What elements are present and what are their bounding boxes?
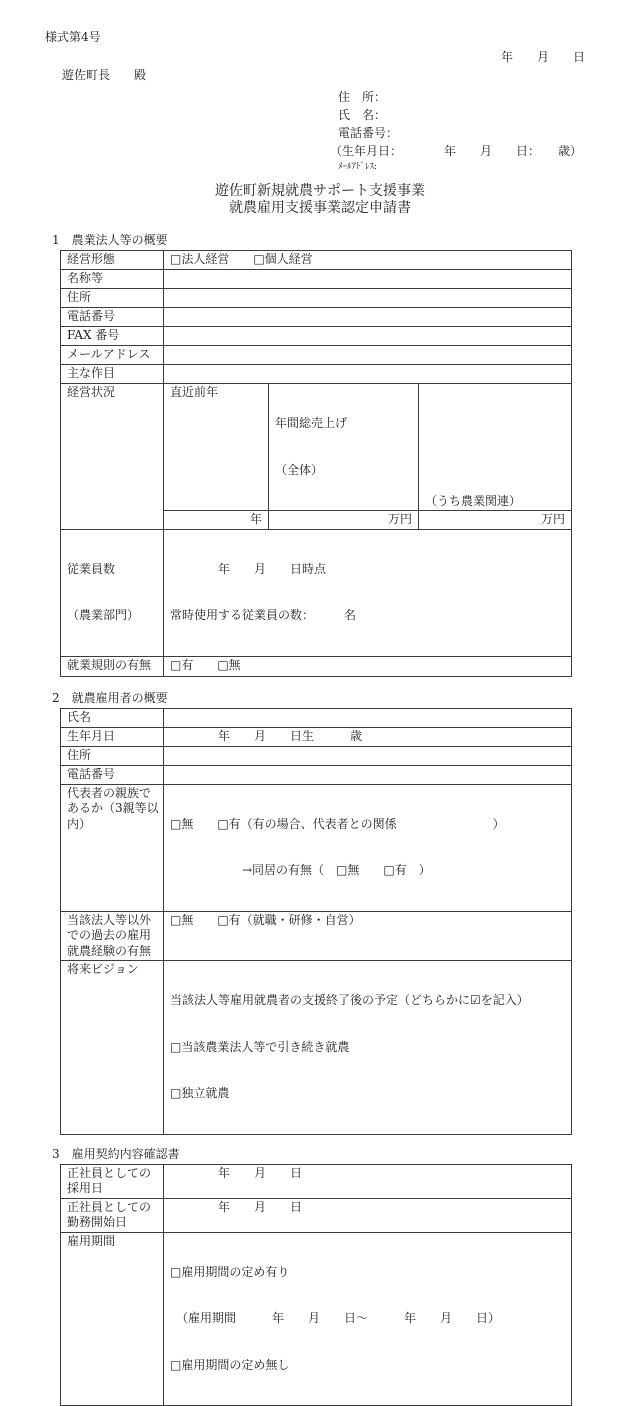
applicant-email-label[interactable]: ﾒｰﾙｱﾄﾞﾚｽ: (338, 160, 630, 175)
hire-date-field[interactable]: 年 月 日 (164, 1164, 572, 1198)
table-row (61, 961, 572, 1135)
section2-heading: 2 就農雇用者の概要 (52, 691, 630, 705)
table-row (61, 727, 572, 746)
future-vision-line2[interactable]: □当該農業法人等で引き続き就農 (170, 1040, 566, 1056)
work-rules-checkboxes[interactable]: □有 □無 (164, 656, 572, 676)
row-label: FAX 番号 (61, 327, 164, 346)
table-row (61, 1164, 572, 1198)
email-field[interactable] (164, 346, 572, 365)
row-label: 経営状況 (61, 384, 164, 530)
annual-sales-header-line1: 年間総売上げ (275, 416, 413, 432)
recent-year-header: 直近前年 (164, 384, 269, 511)
row-label (61, 529, 164, 656)
table-row (61, 1198, 572, 1232)
row-label: 生年月日 (61, 727, 164, 746)
row-label: 電話番号 (61, 308, 164, 327)
relative-checkboxes[interactable] (164, 784, 572, 911)
past-experience-checkboxes[interactable]: □無 □有（就職・研修・自営） (164, 911, 572, 961)
table-row (61, 384, 572, 511)
application-form-page (0, 30, 630, 933)
date-line[interactable]: 年 月 日 (0, 50, 630, 64)
applicant-birthdate-line[interactable]: （生年月日： 年 月 日： 歳） (330, 142, 630, 160)
address-field[interactable] (164, 289, 572, 308)
recent-year-field[interactable]: 年 (164, 511, 269, 530)
agri-related-field[interactable]: 万円 (419, 511, 572, 530)
table-row (61, 346, 572, 365)
table-row (61, 656, 572, 676)
future-vision-line3[interactable]: □独立就農 (170, 1086, 566, 1102)
table-row (61, 746, 572, 765)
table-row (61, 708, 572, 727)
phone-field[interactable] (164, 308, 572, 327)
section2-table (60, 708, 572, 1135)
applicant-name-label[interactable]: 氏 名： (338, 106, 630, 124)
employment-period-line3[interactable]: □雇用期間の定め無し (170, 1358, 566, 1374)
section1-heading: 1 農業法人等の概要 (52, 233, 630, 247)
future-vision-line1: 当該法人等雇用就農者の支援終了後の予定（どちらかに☑を記入） (170, 993, 566, 1009)
annual-sales-header (269, 384, 419, 511)
row-label: メールアドレス (61, 346, 164, 365)
employee-count-label-line1: 従業員数 (67, 562, 159, 578)
employment-period-checkboxes[interactable] (164, 1232, 572, 1406)
fax-field[interactable] (164, 327, 572, 346)
section1-table (60, 250, 572, 677)
row-label: 正社員としての採用日 (61, 1164, 164, 1198)
name-field[interactable] (164, 270, 572, 289)
worker-birthdate-field[interactable]: 年 月 日生 歳 (164, 727, 572, 746)
table-row (61, 251, 572, 270)
annual-sales-field[interactable]: 万円 (269, 511, 419, 530)
form-number: 様式第4号 (45, 30, 630, 44)
employment-period-line1[interactable]: □雇用期間の定め有り (170, 1265, 566, 1281)
row-label: 電話番号 (61, 765, 164, 784)
worker-name-field[interactable] (164, 708, 572, 727)
relative-checkboxes-line1[interactable]: □無 □有（有の場合、代表者との関係 ） (170, 817, 566, 833)
agri-related-header: （うち農業関連） (419, 384, 572, 511)
table-row (61, 1232, 572, 1406)
relative-checkboxes-line2[interactable]: →同居の有無（ □無 □有 ） (170, 863, 566, 879)
main-crop-field[interactable] (164, 365, 572, 384)
employee-count-field[interactable] (164, 529, 572, 656)
addressee: 遊佐町長 殿 (62, 68, 630, 82)
row-label: 就業規則の有無 (61, 656, 164, 676)
management-type-checkboxes[interactable]: □法人経営 □個人経営 (164, 251, 572, 270)
row-label: 住所 (61, 289, 164, 308)
table-row (61, 784, 572, 911)
applicant-block (338, 88, 630, 175)
row-label: 将来ビジョン (61, 961, 164, 1135)
table-row (61, 911, 572, 961)
table-row (61, 765, 572, 784)
row-label: 名称等 (61, 270, 164, 289)
document-title-line1: 遊佐町新規就農サポート支援事業 (10, 183, 630, 200)
table-row (61, 365, 572, 384)
row-label: 住所 (61, 746, 164, 765)
document-title (0, 183, 630, 217)
row-label: 雇用期間 (61, 1232, 164, 1406)
row-label: 正社員としての勤務開始日 (61, 1198, 164, 1232)
section3-table (60, 1164, 572, 1406)
work-start-date-field[interactable]: 年 月 日 (164, 1198, 572, 1232)
table-row (61, 270, 572, 289)
employment-period-line2[interactable]: （雇用期間 年 月 日～ 年 月 日） (170, 1311, 566, 1327)
applicant-phone-label[interactable]: 電話番号： (338, 124, 630, 142)
employee-count-label-line2: （農業部門） (67, 608, 159, 624)
applicant-address-label[interactable]: 住 所： (338, 88, 630, 106)
table-row (61, 529, 572, 656)
row-label: 代表者の親族であるか（3親等以内） (61, 784, 164, 911)
section3-heading: 3 雇用契約内容確認書 (52, 1147, 630, 1161)
future-vision-checkboxes[interactable] (164, 961, 572, 1135)
annual-sales-header-line2: （全体） (275, 463, 413, 479)
employee-count-date-line[interactable]: 年 月 日時点 (170, 562, 566, 578)
row-label: 当該法人等以外での過去の雇用就農経験の有無 (61, 911, 164, 961)
row-label: 主な作目 (61, 365, 164, 384)
worker-phone-field[interactable] (164, 765, 572, 784)
row-label: 氏名 (61, 708, 164, 727)
document-title-line2: 就農雇用支援事業認定申請書 (10, 200, 630, 217)
table-row (61, 327, 572, 346)
table-row (61, 308, 572, 327)
worker-address-field[interactable] (164, 746, 572, 765)
employee-count-number-line[interactable]: 常時使用する従業員の数： 名 (170, 608, 566, 624)
table-row (61, 289, 572, 308)
row-label: 経営形態 (61, 251, 164, 270)
